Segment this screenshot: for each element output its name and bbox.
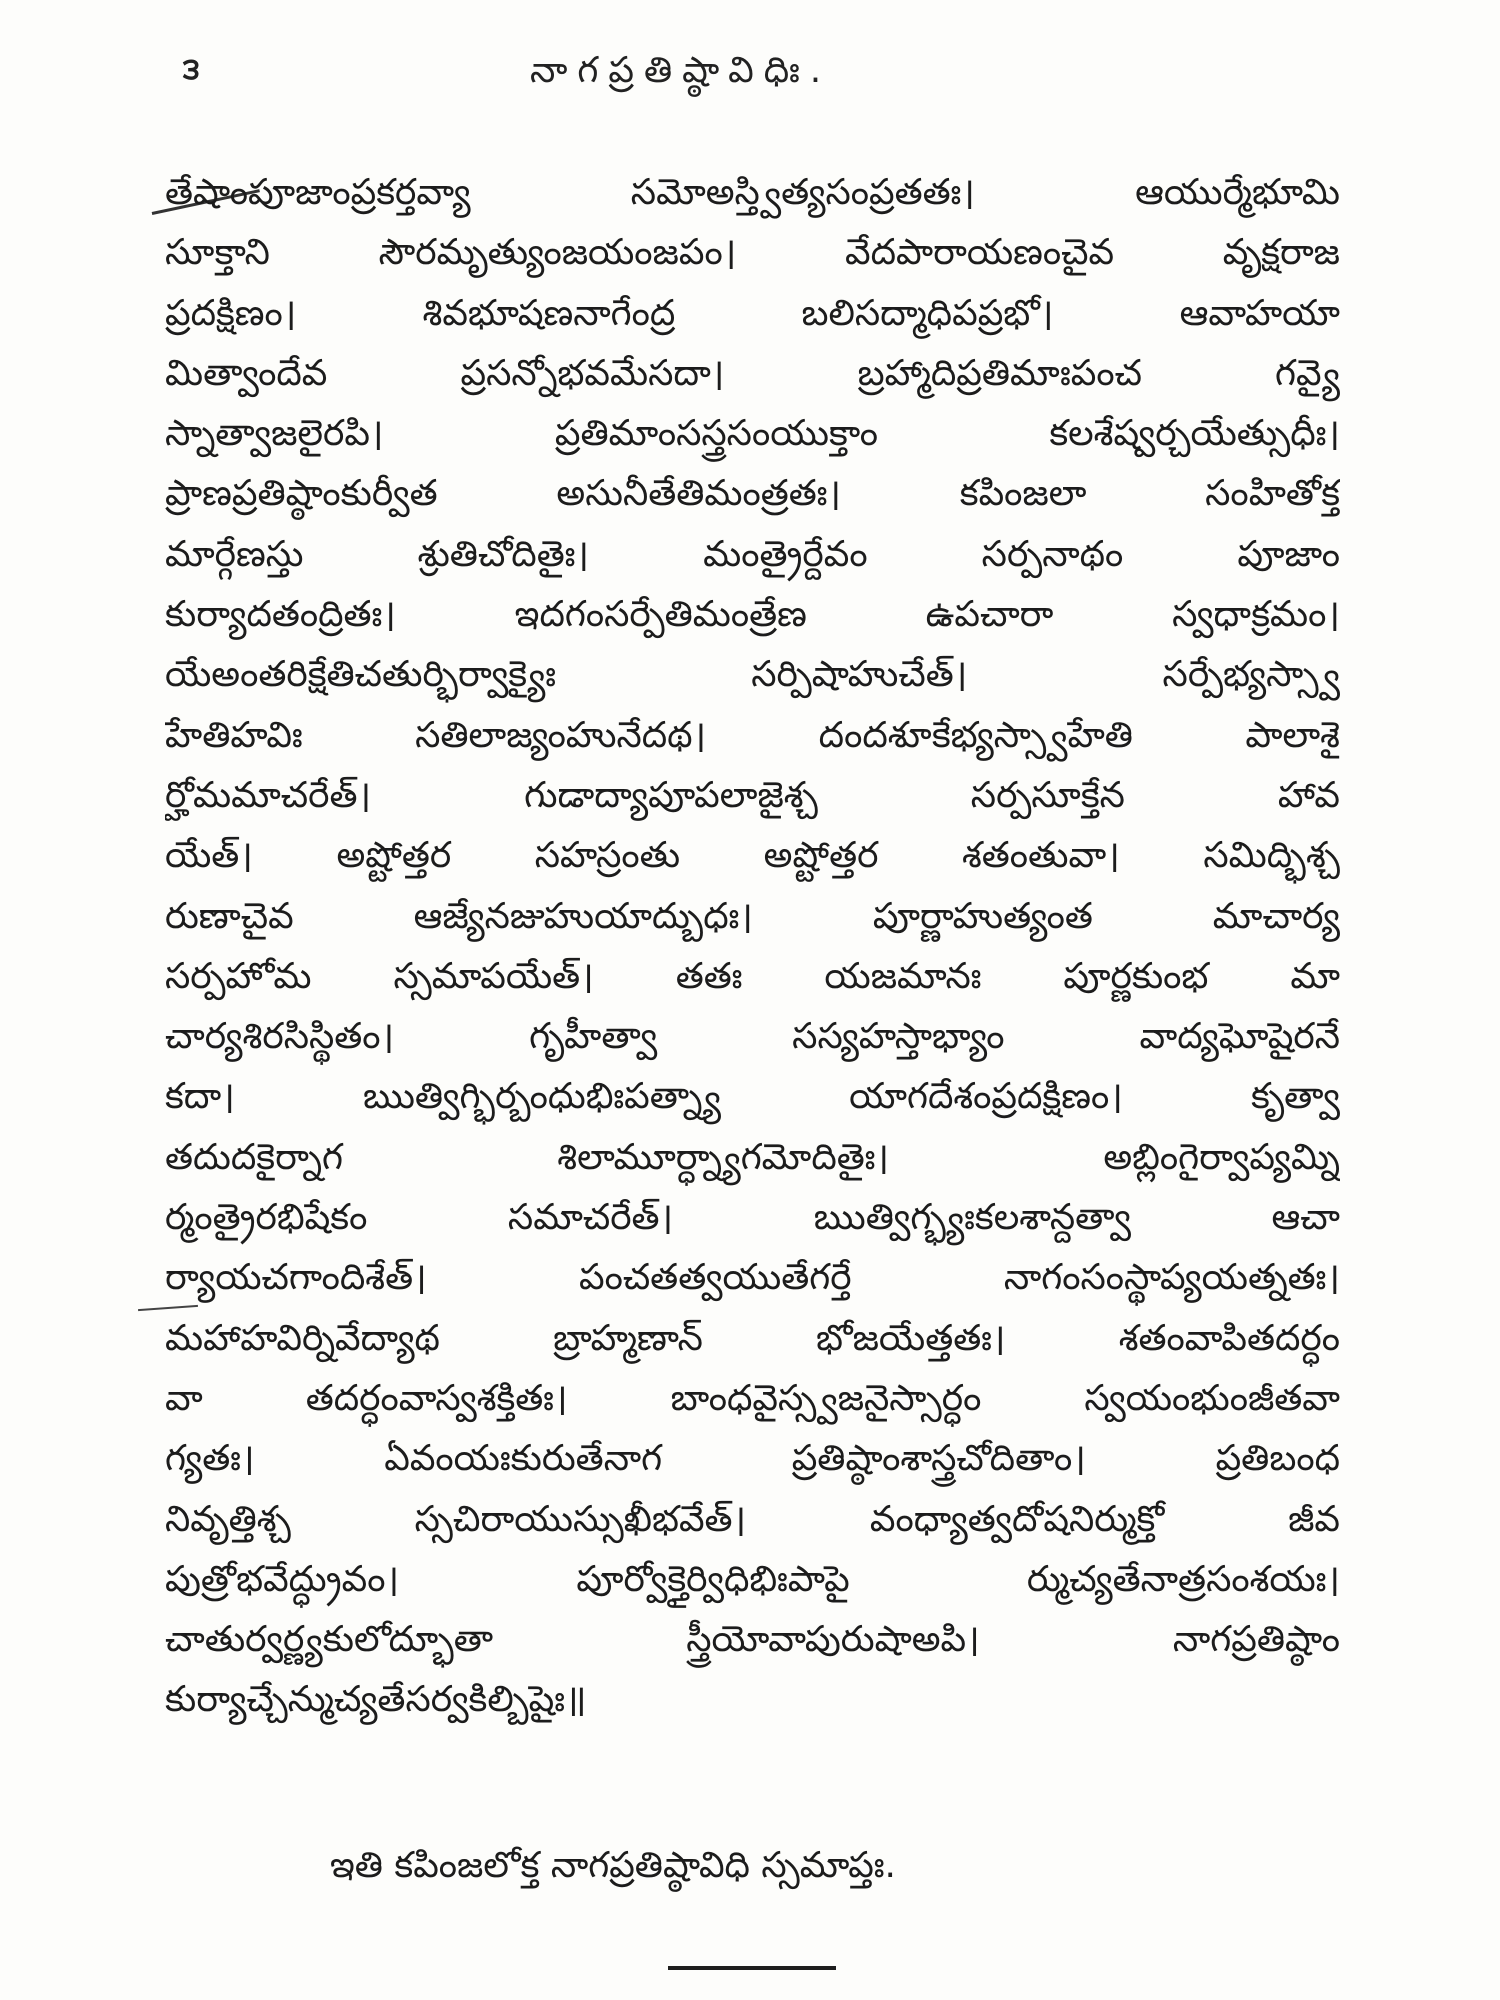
text-line: చార్యశిరసిస్థితం। గృహీత్వా సస్యహస్తాభ్యాం వాద్యఘోషైరనే (165, 1016, 1340, 1058)
text-line: సర్పహోమ స్సమాపయేత్। తతః యజమానః పూర్ణకుంభ మా (165, 955, 1340, 997)
body-text (165, 163, 1340, 1731)
text-line: ర్మంత్రైరభిషేకం సమాచరేత్। ఋత్విగ్భ్యఃకలశాన్దత్వా ఆచా (165, 1197, 1340, 1239)
text-line: గ్యతః। ఏవంయఃకురుతేనాగ ప్రతిష్ఠాంశాస్త్రచోదితాం। ప్రతిబంధ (165, 1438, 1340, 1480)
text-line: ర్యాయచగాందిశేత్। పంచతత్వయుతేగర్తే నాగంసంస్థాప్యయత్నతః। (165, 1257, 1340, 1299)
text-line: కదా। ఋత్విగ్భిర్బంధుభిఃపత్న్యా యాగదేశంప్రదక్షిణం। కృత్వా (165, 1076, 1340, 1118)
text-line: యేత్। అష్టోత్తర సహస్రంతు అష్టోత్తర శతంతువా। సమిద్భిశ్చ (165, 835, 1340, 877)
running-title: నాగప్రతిష్ఠావిధిః. (530, 50, 832, 91)
text-line: మహాహవిర్నివేద్యాథ బ్రాహ్మణాన్ భోజయేత్తతః। శతంవాపితదర్ధం (165, 1317, 1340, 1359)
text-line: మిత్వాందేవ ప్రసన్నోభవమేసదా। బ్రహ్మాదిప్రతిమాఃపంచ గవ్యై (165, 352, 1340, 394)
text-line: తేషాంపూజాంప్రకర్తవ్యా సమోఅస్త్విత్యసంప్రతతః। ఆయుర్మేభూమి (165, 172, 1340, 213)
text-line: నివృత్తిశ్చ స్సచిరాయుస్సుఖీభవేత్। వంధ్యాత్వదోషనిర్ముక్తో జీవ (165, 1498, 1340, 1540)
text-line: సూక్తాని సౌరమృత్యుంజయంజపం। వేదపారాయణంచైవ వృక్షరాజ (165, 232, 1340, 274)
colophon: ఇతి కపింజలోక్త నాగప్రతిష్ఠావిధి స్సమాప్తః. (330, 1845, 896, 1886)
text-line: హేతిహవిః సతిలాజ్యంహునేదథ। దందశూకేభ్యస్స్వాహేతి పాలాశై (165, 714, 1340, 756)
text-line: మార్గేణస్తు శ్రుతిచోదితైః। మంత్రైర్దేవం సర్పనాథం పూజాం (165, 533, 1340, 575)
text-line: కుర్యాచ్చేన్ముచ్యతేసర్వకిల్బిషైః॥ (165, 1679, 587, 1721)
text-line: పుత్రోభవేద్ధ్రువం। పూర్వోక్తైర్విధిభిఃపాపై ర్ముచ్యతేనాత్రసంశయః। (165, 1558, 1340, 1600)
text-line: తదుదకైర్నాగ శిలామూర్ధ్న్యాగమోదితైః। అబ్లింగైర్వాప్యమ్ని (165, 1136, 1340, 1178)
text-line: రుణాచైవ ఆజ్యేనజుహుయాద్బుధః। పూర్ణాహుత్యంత మాచార్య (165, 895, 1340, 937)
text-line: ప్రదక్షిణం। శివభూషణనాగేంద్ర బలిసద్మాధిపప్రభో। ఆవాహయా (165, 292, 1340, 334)
end-rule (668, 1966, 836, 1970)
text-line: కుర్యాదతంద్రితః। ఇదగంసర్పేతిమంత్రేణ ఉపచారా స్వధాక్రమం। (165, 594, 1340, 636)
text-line: వా తదర్ధంవాస్వశక్తితః। బాంధవైస్స్వజనైస్సార్ధం స్వయంభుంజీతవా (165, 1377, 1340, 1419)
text-line: చాతుర్వర్ణ్యకులోద్భూతా స్త్రీయోవాపురుషాఅపి। నాగప్రతిష్ఠాం (165, 1619, 1340, 1661)
text-line: స్నాత్వాజలైరపి। ప్రతిమాంసస్త్రసంయుక్తాం కలశేష్వర్చయేత్సుధీః। (165, 413, 1340, 455)
page-number: ౩ (183, 52, 200, 87)
text-line: ర్హోమమాచరేత్। గుడాద్యాపూపలాజైశ్చ సర్పసూక్తేన హావ (165, 774, 1340, 816)
text-line: యేఅంతరిక్షేతిచతుర్భిర్వాక్యైః సర్పిషాహుచేత్। సర్పేభ్యస్స్వా (165, 654, 1340, 696)
text-line: ప్రాణప్రతిష్ఠాంకుర్వీత అసునీతేతిమంత్రతః। కపింజలా సంహితోక్త (165, 473, 1340, 515)
